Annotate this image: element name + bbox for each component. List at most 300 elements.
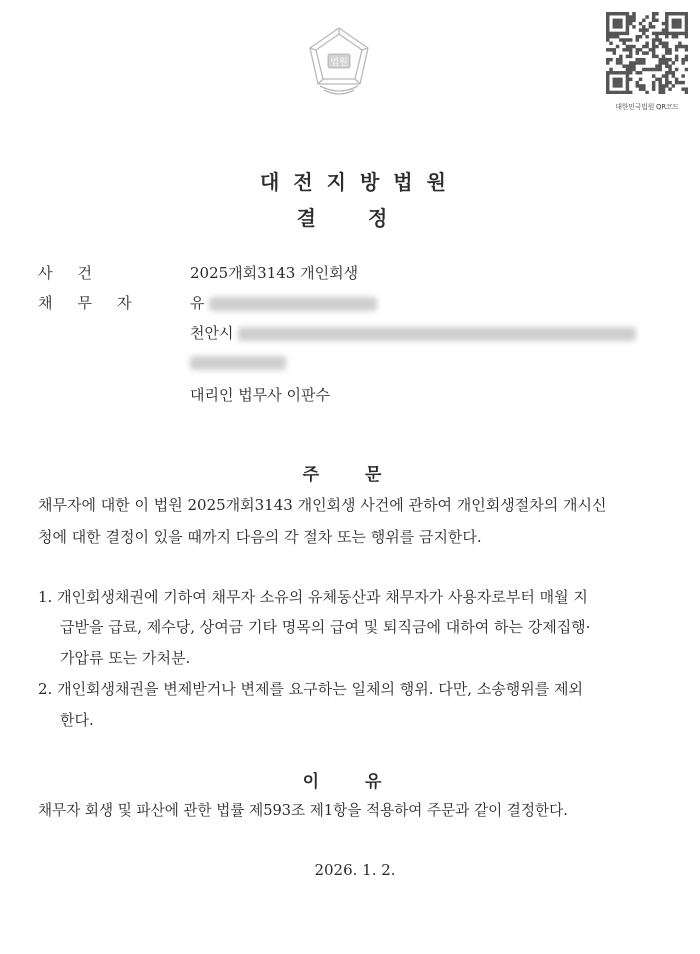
qr-module bbox=[639, 48, 642, 51]
qr-module bbox=[626, 87, 629, 90]
qr-module bbox=[668, 64, 671, 67]
qr-module bbox=[626, 55, 629, 58]
qr-module bbox=[655, 64, 658, 67]
qr-module bbox=[645, 35, 648, 38]
qr-module bbox=[606, 38, 609, 41]
qr-module bbox=[642, 68, 645, 71]
qr-module bbox=[629, 51, 632, 54]
qr-module bbox=[639, 71, 642, 74]
qr-module bbox=[655, 38, 658, 41]
qr-module bbox=[629, 45, 632, 48]
qr-module bbox=[652, 51, 655, 54]
qr-module bbox=[622, 91, 625, 94]
qr-module bbox=[662, 22, 665, 25]
qr-module bbox=[655, 12, 658, 15]
qr-module bbox=[672, 35, 675, 38]
qr-module bbox=[626, 74, 629, 77]
qr-module bbox=[629, 61, 632, 64]
qr-module bbox=[616, 78, 619, 81]
redacted-address bbox=[238, 327, 636, 341]
qr-module bbox=[606, 91, 609, 94]
qr-module bbox=[652, 74, 655, 77]
qr-module bbox=[665, 58, 668, 61]
debtor-address-line2 bbox=[190, 353, 286, 371]
qr-module bbox=[685, 48, 688, 51]
qr-module bbox=[665, 74, 668, 77]
qr-module bbox=[613, 81, 616, 84]
qr-module bbox=[685, 32, 688, 35]
order-item-2-line2: 한다. bbox=[60, 711, 94, 729]
qr-module bbox=[675, 68, 678, 71]
qr-module bbox=[642, 87, 645, 90]
qr-module bbox=[606, 25, 609, 28]
qr-module bbox=[678, 81, 681, 84]
order-text-line1: 채무자에 대한 이 법원 2025개회3143 개인회생 사건에 관하여 개인회생절차의 개시신 bbox=[38, 496, 607, 514]
debtor-address bbox=[190, 322, 636, 343]
qr-module bbox=[613, 51, 616, 54]
qr-module bbox=[629, 48, 632, 51]
qr-module bbox=[606, 12, 609, 15]
qr-module bbox=[626, 19, 629, 22]
qr-module bbox=[609, 68, 612, 71]
qr-module bbox=[639, 22, 642, 25]
qr-module bbox=[675, 12, 678, 15]
reason-heading: 이유 bbox=[302, 772, 428, 792]
qr-module bbox=[636, 48, 639, 51]
qr-module bbox=[658, 81, 661, 84]
qr-module bbox=[675, 78, 678, 81]
qr-module bbox=[662, 74, 665, 77]
qr-module bbox=[629, 91, 632, 94]
qr-module bbox=[642, 32, 645, 35]
qr-module bbox=[658, 87, 661, 90]
qr-module bbox=[626, 64, 629, 67]
qr-module bbox=[658, 58, 661, 61]
qr-module bbox=[613, 91, 616, 94]
qr-module bbox=[609, 71, 612, 74]
qr-module bbox=[622, 42, 625, 45]
qr-module bbox=[606, 78, 609, 81]
qr-module bbox=[665, 78, 668, 81]
qr-module bbox=[685, 28, 688, 31]
qr-module bbox=[632, 64, 635, 67]
qr-module bbox=[606, 32, 609, 35]
qr-module bbox=[652, 32, 655, 35]
qr-module bbox=[613, 78, 616, 81]
qr-caption: 대한민국법원 QR코드 bbox=[615, 103, 679, 111]
qr-module bbox=[639, 58, 642, 61]
qr-module bbox=[619, 38, 622, 41]
qr-module bbox=[675, 45, 678, 48]
qr-module bbox=[636, 58, 639, 61]
qr-module bbox=[652, 38, 655, 41]
qr-module bbox=[626, 22, 629, 25]
qr-module bbox=[685, 25, 688, 28]
qr-module bbox=[636, 38, 639, 41]
qr-module bbox=[613, 25, 616, 28]
qr-module bbox=[645, 68, 648, 71]
decision-date: 2026. 1. 2. bbox=[314, 861, 396, 879]
qr-module bbox=[629, 71, 632, 74]
qr-module bbox=[632, 68, 635, 71]
qr-module bbox=[619, 32, 622, 35]
qr-module bbox=[658, 64, 661, 67]
qr-module bbox=[639, 78, 642, 81]
qr-module bbox=[668, 87, 671, 90]
qr-module bbox=[629, 38, 632, 41]
qr-module bbox=[619, 19, 622, 22]
qr-module bbox=[672, 19, 675, 22]
qr-module bbox=[606, 15, 609, 18]
qr-module bbox=[681, 12, 684, 15]
qr-module bbox=[632, 61, 635, 64]
qr-module bbox=[616, 19, 619, 22]
qr-module bbox=[652, 81, 655, 84]
debtor-address-prefix: 천안시 bbox=[190, 324, 234, 342]
qr-module bbox=[675, 48, 678, 51]
qr-module bbox=[675, 25, 678, 28]
qr-module bbox=[681, 81, 684, 84]
qr-module bbox=[685, 45, 688, 48]
qr-module bbox=[668, 48, 671, 51]
qr-module bbox=[629, 22, 632, 25]
qr-module bbox=[645, 42, 648, 45]
qr-module bbox=[616, 32, 619, 35]
qr-module bbox=[629, 55, 632, 58]
qr-module bbox=[685, 91, 688, 94]
qr-module bbox=[652, 48, 655, 51]
qr-module bbox=[685, 19, 688, 22]
qr-module bbox=[665, 81, 668, 84]
qr-module bbox=[606, 87, 609, 90]
qr-module bbox=[672, 25, 675, 28]
qr-module bbox=[613, 32, 616, 35]
case-label: 사건 bbox=[38, 264, 117, 282]
qr-module bbox=[616, 35, 619, 38]
qr-module bbox=[606, 81, 609, 84]
qr-module bbox=[685, 68, 688, 71]
qr-module bbox=[629, 78, 632, 81]
order-text-line2: 청에 대한 결정이 있을 때까지 다음의 각 절차 또는 행위를 금지한다. bbox=[38, 528, 482, 546]
document-type: 결정 bbox=[296, 206, 440, 230]
qr-module bbox=[685, 22, 688, 25]
qr-module bbox=[626, 81, 629, 84]
qr-module bbox=[642, 51, 645, 54]
qr-module bbox=[613, 71, 616, 74]
qr-module bbox=[668, 12, 671, 15]
qr-module bbox=[665, 71, 668, 74]
order-item-1-line1: 1. 개인회생채권에 기하여 채무자 소유의 유체동산과 채무자가 사용자로부터 매월 지 bbox=[38, 588, 588, 606]
qr-module bbox=[655, 78, 658, 81]
qr-module bbox=[616, 25, 619, 28]
qr-module bbox=[606, 58, 609, 61]
qr-module bbox=[685, 55, 688, 58]
qr-module bbox=[619, 12, 622, 15]
qr-module bbox=[645, 45, 648, 48]
qr-module bbox=[609, 32, 612, 35]
qr-module bbox=[629, 68, 632, 71]
qr-module bbox=[675, 81, 678, 84]
qr-module bbox=[606, 48, 609, 51]
qr-module bbox=[622, 32, 625, 35]
qr-module bbox=[626, 91, 629, 94]
qr-module bbox=[672, 74, 675, 77]
qr-module bbox=[665, 35, 668, 38]
qr-module bbox=[632, 19, 635, 22]
emblem-text: 법원 bbox=[330, 58, 348, 68]
qr-module bbox=[685, 12, 688, 15]
qr-module bbox=[649, 48, 652, 51]
qr-module bbox=[665, 19, 668, 22]
debtor-name-prefix: 유 bbox=[190, 294, 205, 312]
qr-module bbox=[622, 38, 625, 41]
qr-module bbox=[668, 68, 671, 71]
debtor-name bbox=[190, 292, 377, 313]
qr-module bbox=[626, 12, 629, 15]
qr-module bbox=[609, 42, 612, 45]
qr-module bbox=[652, 15, 655, 18]
qr-module bbox=[606, 28, 609, 31]
qr-module bbox=[609, 35, 612, 38]
debtor-label: 채무자 bbox=[38, 294, 157, 312]
redacted-name bbox=[209, 297, 377, 311]
qr-module bbox=[658, 61, 661, 64]
qr-module bbox=[665, 48, 668, 51]
order-heading: 주문 bbox=[302, 465, 428, 485]
qr-module bbox=[678, 42, 681, 45]
qr-module bbox=[626, 84, 629, 87]
qr-module bbox=[658, 84, 661, 87]
qr-module bbox=[629, 19, 632, 22]
qr-module bbox=[681, 45, 684, 48]
qr-module bbox=[652, 45, 655, 48]
qr-module bbox=[613, 84, 616, 87]
qr-module bbox=[606, 61, 609, 64]
qr-module bbox=[632, 15, 635, 18]
qr-module bbox=[681, 32, 684, 35]
qr-module bbox=[619, 84, 622, 87]
qr-module bbox=[665, 15, 668, 18]
qr-module bbox=[662, 28, 665, 31]
qr-module bbox=[668, 58, 671, 61]
qr-module bbox=[609, 12, 612, 15]
qr-module bbox=[642, 61, 645, 64]
qr-module bbox=[619, 91, 622, 94]
qr-module bbox=[613, 12, 616, 15]
qr-module bbox=[685, 15, 688, 18]
qr-module bbox=[619, 71, 622, 74]
qr-module bbox=[652, 55, 655, 58]
qr-module bbox=[645, 28, 648, 31]
qr-module bbox=[652, 12, 655, 15]
qr-module bbox=[665, 32, 668, 35]
qr-module bbox=[652, 19, 655, 22]
qr-module bbox=[685, 35, 688, 38]
qr-module bbox=[645, 15, 648, 18]
qr-module bbox=[675, 35, 678, 38]
qr-module bbox=[665, 45, 668, 48]
qr-module bbox=[672, 22, 675, 25]
qr-module bbox=[632, 25, 635, 28]
qr-module bbox=[662, 61, 665, 64]
qr-module bbox=[639, 84, 642, 87]
qr-module bbox=[626, 25, 629, 28]
qr-module bbox=[636, 35, 639, 38]
qr-module bbox=[632, 45, 635, 48]
qr-module bbox=[626, 45, 629, 48]
qr-module bbox=[658, 78, 661, 81]
qr-module bbox=[662, 45, 665, 48]
qr-module bbox=[672, 32, 675, 35]
qr-module bbox=[619, 78, 622, 81]
qr-module bbox=[626, 32, 629, 35]
qr-module bbox=[675, 32, 678, 35]
qr-module bbox=[606, 74, 609, 77]
qr-module bbox=[658, 91, 661, 94]
qr-module bbox=[655, 55, 658, 58]
qr-module bbox=[665, 51, 668, 54]
qr-module bbox=[619, 58, 622, 61]
qr-module bbox=[622, 64, 625, 67]
qr-module bbox=[606, 22, 609, 25]
qr-module bbox=[665, 28, 668, 31]
qr-module bbox=[662, 42, 665, 45]
qr-module bbox=[616, 71, 619, 74]
qr-module bbox=[639, 87, 642, 90]
qr-module bbox=[675, 55, 678, 58]
qr-module bbox=[626, 38, 629, 41]
redacted-address-2 bbox=[190, 356, 286, 370]
qr-module bbox=[642, 58, 645, 61]
qr-module bbox=[626, 48, 629, 51]
court-emblem-icon bbox=[306, 26, 372, 98]
qr-module bbox=[681, 58, 684, 61]
qr-module bbox=[665, 22, 668, 25]
qr-module bbox=[616, 58, 619, 61]
qr-module bbox=[642, 25, 645, 28]
qr-module bbox=[672, 12, 675, 15]
qr-module bbox=[616, 12, 619, 15]
qr-module bbox=[619, 55, 622, 58]
qr-module bbox=[658, 42, 661, 45]
qr-module bbox=[642, 45, 645, 48]
qr-module bbox=[649, 25, 652, 28]
qr-module bbox=[665, 25, 668, 28]
qr-module bbox=[672, 84, 675, 87]
qr-code-icon bbox=[606, 12, 688, 94]
qr-module bbox=[632, 12, 635, 15]
qr-module bbox=[681, 87, 684, 90]
qr-module bbox=[652, 42, 655, 45]
qr-module bbox=[662, 55, 665, 58]
qr-module bbox=[613, 22, 616, 25]
qr-module bbox=[606, 35, 609, 38]
qr-module bbox=[665, 84, 668, 87]
qr-module bbox=[619, 22, 622, 25]
qr-module bbox=[616, 84, 619, 87]
qr-module bbox=[622, 48, 625, 51]
qr-module bbox=[616, 91, 619, 94]
qr-module bbox=[678, 19, 681, 22]
qr-module bbox=[649, 68, 652, 71]
qr-module bbox=[645, 91, 648, 94]
qr-module bbox=[668, 32, 671, 35]
qr-module bbox=[606, 71, 609, 74]
qr-module bbox=[665, 12, 668, 15]
qr-module bbox=[609, 48, 612, 51]
qr-module bbox=[672, 61, 675, 64]
court-name: 대전지방법원 bbox=[260, 170, 460, 194]
debtor-agent: 대리인 법무사 이판수 bbox=[190, 386, 330, 404]
qr-module bbox=[629, 15, 632, 18]
qr-module bbox=[681, 74, 684, 77]
reason-text: 채무자 회생 및 파산에 관한 법률 제593조 제1항을 적용하여 주문과 같이 결정한다. bbox=[38, 802, 568, 819]
qr-module bbox=[652, 84, 655, 87]
qr-module bbox=[658, 32, 661, 35]
order-item-1-line3: 가압류 또는 가처분. bbox=[60, 649, 191, 667]
qr-module bbox=[662, 84, 665, 87]
qr-module bbox=[626, 78, 629, 81]
qr-module bbox=[609, 58, 612, 61]
qr-module bbox=[639, 28, 642, 31]
qr-module bbox=[616, 81, 619, 84]
qr-module bbox=[665, 42, 668, 45]
qr-module bbox=[655, 19, 658, 22]
qr-module bbox=[606, 84, 609, 87]
qr-module bbox=[645, 51, 648, 54]
qr-module bbox=[655, 45, 658, 48]
qr-module bbox=[672, 71, 675, 74]
qr-module bbox=[616, 61, 619, 64]
qr-module bbox=[655, 35, 658, 38]
qr-module bbox=[655, 68, 658, 71]
qr-module bbox=[619, 25, 622, 28]
qr-module bbox=[675, 22, 678, 25]
qr-module bbox=[639, 35, 642, 38]
qr-module bbox=[678, 45, 681, 48]
qr-module bbox=[636, 71, 639, 74]
qr-module bbox=[613, 35, 616, 38]
qr-module bbox=[613, 19, 616, 22]
qr-module bbox=[678, 12, 681, 15]
qr-module bbox=[636, 81, 639, 84]
qr-module bbox=[636, 51, 639, 54]
qr-module bbox=[678, 25, 681, 28]
qr-module bbox=[678, 22, 681, 25]
qr-module bbox=[619, 81, 622, 84]
qr-module bbox=[668, 71, 671, 74]
qr-module bbox=[642, 84, 645, 87]
qr-module bbox=[642, 19, 645, 22]
qr-module bbox=[678, 32, 681, 35]
qr-module bbox=[685, 58, 688, 61]
qr-module bbox=[626, 71, 629, 74]
qr-module bbox=[662, 58, 665, 61]
qr-module bbox=[655, 32, 658, 35]
qr-module bbox=[622, 71, 625, 74]
qr-module bbox=[658, 38, 661, 41]
qr-module bbox=[642, 28, 645, 31]
qr-module bbox=[626, 28, 629, 31]
qr-module bbox=[636, 84, 639, 87]
qr-module bbox=[685, 87, 688, 90]
qr-module bbox=[675, 19, 678, 22]
order-item-1-line2: 급받을 급료, 제수당, 상여금 기타 명목의 급여 및 퇴직금에 대하여 하는 강제집행· bbox=[60, 618, 591, 636]
qr-module bbox=[652, 68, 655, 71]
qr-module bbox=[616, 22, 619, 25]
order-item-2-line1: 2. 개인회생채권을 변제받거나 변제를 요구하는 일체의 행위. 다만, 소송행위를 제외 bbox=[38, 680, 583, 698]
qr-module bbox=[665, 64, 668, 67]
